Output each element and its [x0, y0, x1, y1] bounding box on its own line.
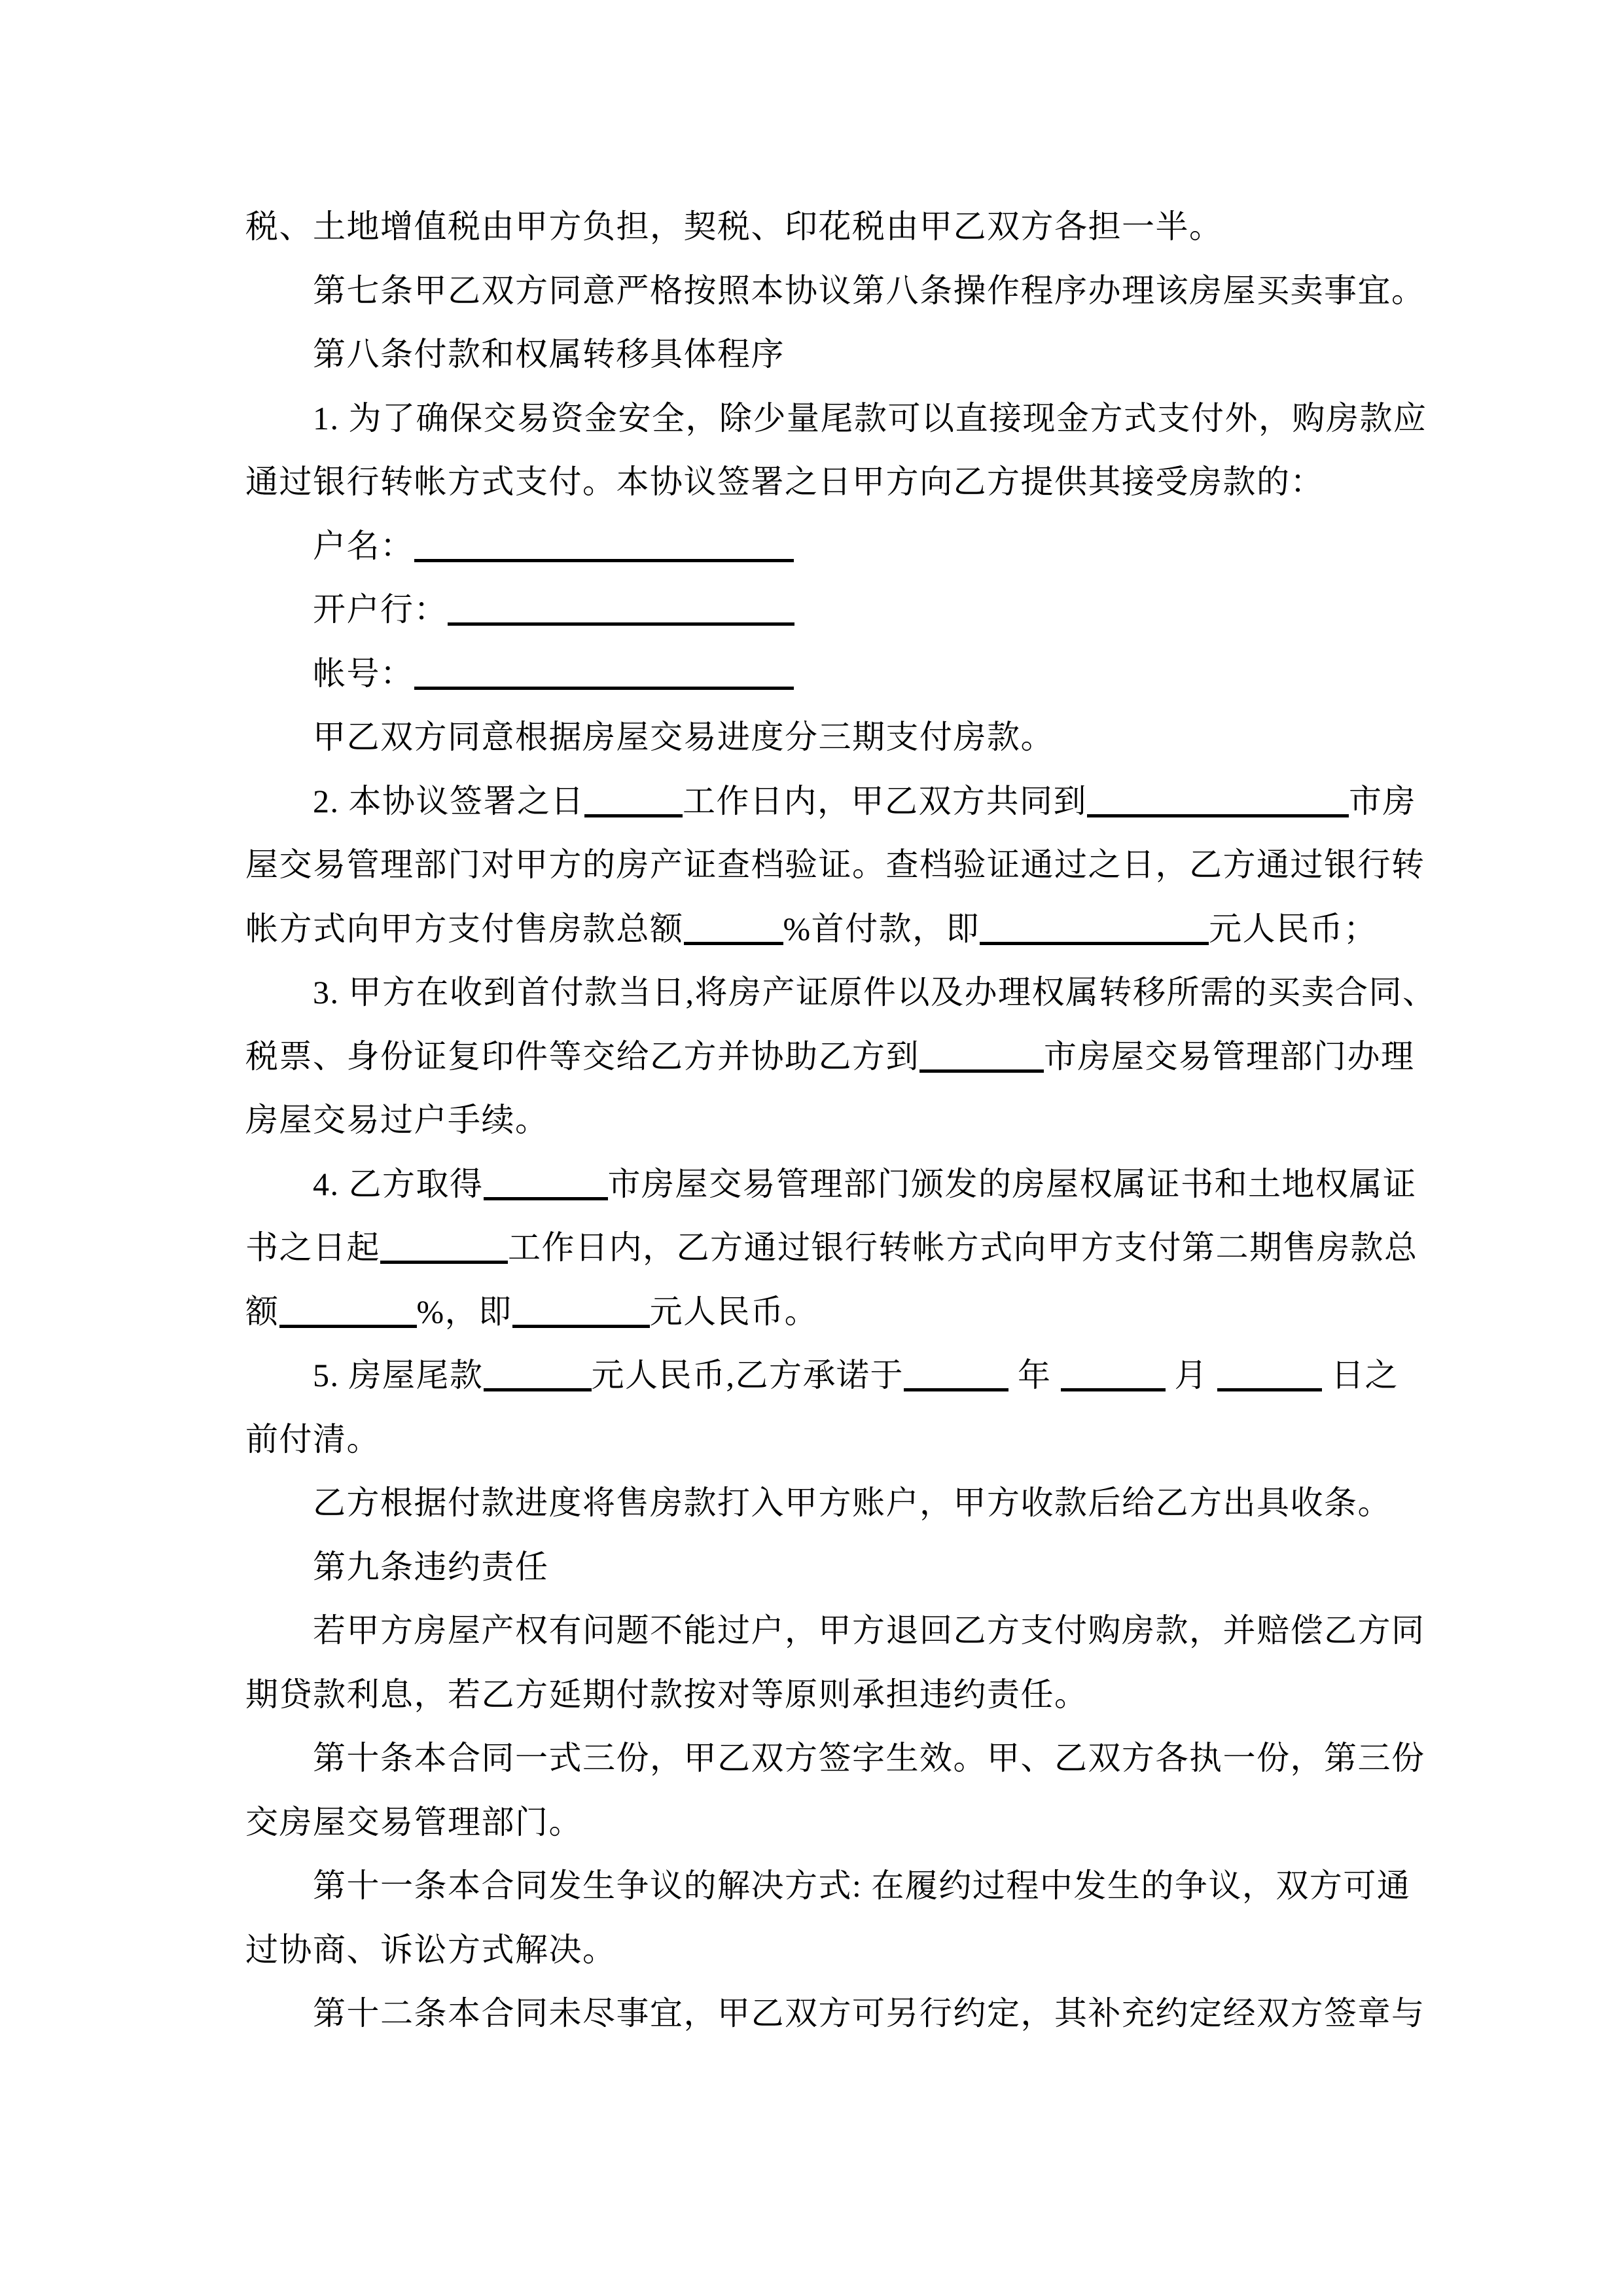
line-text: 房屋交易过户手续。	[245, 1102, 549, 1138]
line-text: 第九条违约责任	[313, 1548, 549, 1585]
fill-in-blank	[414, 687, 794, 690]
line-text: 税票、身份证复印件等交给乙方并协助乙方到	[245, 1037, 919, 1075]
document-line	[245, 1153, 1433, 1217]
fill-in-blank	[484, 1388, 592, 1391]
document-body	[245, 195, 1436, 2046]
document-line	[245, 897, 1433, 961]
line-text: 通过银行转帐方式支付。本协议签署之日甲方向乙方提供其接受房款的：	[245, 463, 1324, 500]
line-text: 第八条付款和权属转移具体程序	[313, 336, 785, 372]
fill-in-blank	[484, 1197, 608, 1200]
line-text: 第七条甲乙双方同意严格按照本协议第八条操作程序办理该房屋买卖事宜。	[313, 272, 1425, 309]
line-text: 第十二条本合同未尽事宜，甲乙双方可另行约定，其补充约定经双方签章与	[313, 1995, 1425, 2032]
line-text: 第十条本合同一式三份，甲乙双方签字生效。甲、乙双方各执一份，第三份	[313, 1740, 1425, 1776]
document-line	[245, 259, 1433, 323]
document-line	[245, 1344, 1433, 1408]
document-line	[245, 450, 1433, 514]
document-line	[245, 195, 1433, 259]
line-text: 5. 房屋尾款	[313, 1357, 484, 1393]
line-text: %首付款，即	[783, 910, 980, 947]
line-text: 期贷款利息，若乙方延期付款按对等原则承担违约责任。	[245, 1676, 1088, 1713]
document-line	[245, 323, 1433, 387]
fill-in-blank	[684, 942, 783, 945]
document-line	[245, 642, 1433, 706]
document-line	[245, 1854, 1433, 1918]
document-line	[245, 1025, 1433, 1089]
line-text: 过协商、诉讼方式解决。	[245, 1931, 616, 1968]
fill-in-blank	[919, 1069, 1044, 1073]
document-line	[245, 1471, 1433, 1535]
line-text: 3. 甲方在收到首付款当日,将房产证原件以及办理权属转移所需的买卖合同、	[313, 974, 1436, 1011]
fill-in-blank	[584, 814, 683, 817]
line-text: 若甲方房屋产权有问题不能过户，甲方退回乙方支付购房款，并赔偿乙方同	[313, 1612, 1425, 1649]
line-text: 帐号：	[313, 655, 414, 692]
document-line	[245, 833, 1433, 897]
fill-in-blank	[904, 1388, 1008, 1391]
line-text: 户名：	[313, 527, 414, 564]
document-line	[245, 961, 1436, 1025]
line-text: 额	[245, 1293, 279, 1330]
line-text: 屋交易管理部门对甲方的房产证查档验证。查档验证通过之日，乙方通过银行转	[245, 846, 1425, 883]
fill-in-blank	[980, 942, 1209, 945]
line-text: 市房屋交易管理部门颁发的房屋权属证书和土地权属证	[607, 1165, 1417, 1202]
document-line	[245, 1599, 1433, 1663]
fill-in-blank	[279, 1325, 417, 1328]
document-line	[245, 706, 1433, 770]
line-text: 帐方式向甲方支付售房款总额	[245, 910, 684, 947]
fill-in-blank	[1061, 1388, 1166, 1391]
document-line	[245, 514, 1433, 579]
fill-in-blank	[512, 1325, 650, 1328]
document-line	[245, 578, 1433, 642]
line-text: 工作日内，乙方通过银行转帐方式向甲方支付第二期售房款总	[508, 1229, 1418, 1266]
line-text: 年	[1008, 1357, 1061, 1393]
document-line	[245, 1280, 1433, 1344]
fill-in-blank	[1217, 1388, 1322, 1391]
line-text: 税、土地增值税由甲方负担，契税、印花税由甲乙双方各担一半。	[245, 208, 1223, 245]
line-text: 元人民币,乙方承诺于	[591, 1357, 904, 1393]
document-line	[245, 1408, 1433, 1472]
line-text: 月	[1165, 1357, 1217, 1393]
fill-in-blank	[414, 559, 794, 562]
line-text: 元人民币；	[1209, 910, 1378, 947]
line-text: 元人民币。	[649, 1293, 819, 1330]
line-text: 乙方根据付款进度将售房款打入甲方账户，甲方收款后给乙方出具收条。	[313, 1484, 1391, 1521]
line-text: 甲乙双方同意根据房屋交易进度分三期支付房款。	[313, 719, 1054, 755]
document-line	[245, 1088, 1433, 1153]
line-text: 市房屋交易管理部门办理	[1044, 1037, 1415, 1075]
line-text: 1. 为了确保交易资金安全，除少量尾款可以直接现金方式支付外，购房款应	[313, 399, 1427, 437]
fill-in-blank	[1087, 814, 1349, 817]
document-line	[245, 1982, 1433, 2046]
line-text: 市房	[1349, 782, 1416, 819]
document-line	[245, 1663, 1433, 1727]
document-line	[245, 770, 1433, 834]
line-text: 4. 乙方取得	[313, 1165, 484, 1202]
document-line	[245, 1535, 1433, 1600]
document-line	[245, 387, 1433, 451]
line-text: 开户行：	[313, 591, 448, 628]
line-text: 书之日起	[245, 1229, 380, 1266]
line-text: 前付清。	[245, 1420, 380, 1458]
line-text: %，即	[416, 1293, 512, 1330]
document-line	[245, 1918, 1433, 1982]
fill-in-blank	[380, 1261, 508, 1264]
document-line	[245, 1791, 1433, 1855]
fill-in-blank	[448, 622, 794, 626]
line-text: 工作日内，甲乙双方共同到	[683, 782, 1087, 819]
line-text: 交房屋交易管理部门。	[245, 1803, 582, 1840]
line-text: 第十一条本合同发生争议的解决方式: 在履约过程中发生的争议，双方可通	[313, 1867, 1411, 1904]
document-line	[245, 1727, 1433, 1791]
line-text: 2. 本协议签署之日	[313, 782, 584, 819]
document-line	[245, 1216, 1433, 1280]
line-text: 日之	[1322, 1357, 1399, 1393]
